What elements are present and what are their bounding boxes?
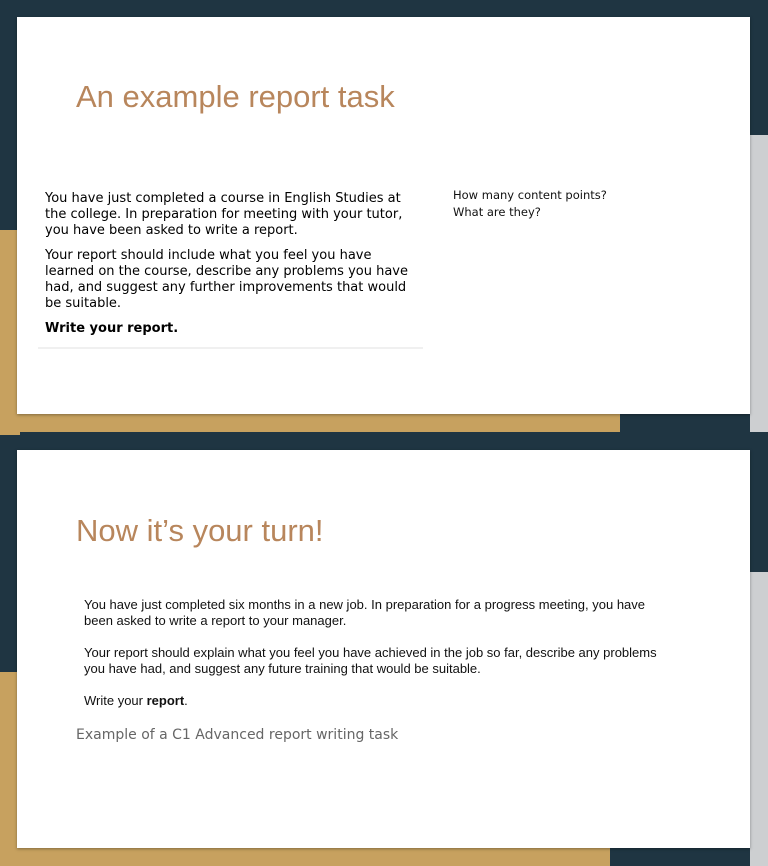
- note-content-points: How many content points?: [453, 188, 607, 202]
- task-paragraph-1: You have just completed a course in English Studies at the college. In preparation for meeting with your tutor, you have been asked to write a report.: [45, 191, 403, 238]
- instruction-prefix: Write your: [84, 693, 147, 708]
- background-grey-wedge-top: [750, 135, 768, 432]
- side-notes: [453, 187, 607, 221]
- note-what-are-they: What are they?: [453, 205, 541, 219]
- task-instruction: Write your report.: [45, 321, 179, 336]
- background-gold-band-bottom: [0, 848, 610, 866]
- slide-1[interactable]: [17, 17, 750, 414]
- task-instruction: [84, 693, 674, 709]
- slide-title: An example report task: [76, 79, 395, 114]
- task-paragraph-2: Your report should include what you feel you have learned on the course, describe any problems you have had, and suggest any further improvements that would be suitable.: [45, 248, 408, 311]
- slide-2[interactable]: [17, 450, 750, 848]
- task-paragraph-1: You have just completed six months in a new job. In preparation for a progress meeting, you have been asked to write a report to your manager.: [84, 597, 646, 628]
- task-paragraph-2: Your report should explain what you feel you have achieved in the job so far, describe any problems you have had, and suggest any future training that would be suitable.: [84, 645, 657, 676]
- background-gold-band-mid: [0, 414, 620, 432]
- instruction-suffix: .: [184, 693, 188, 708]
- instruction-bold: report: [146, 693, 185, 708]
- slide-title: Now it’s your turn!: [76, 513, 324, 548]
- task-text-box: [38, 189, 423, 349]
- slide-caption: Example of a C1 Advanced report writing task: [76, 727, 399, 743]
- background-grey-wedge-bottom: [750, 572, 768, 866]
